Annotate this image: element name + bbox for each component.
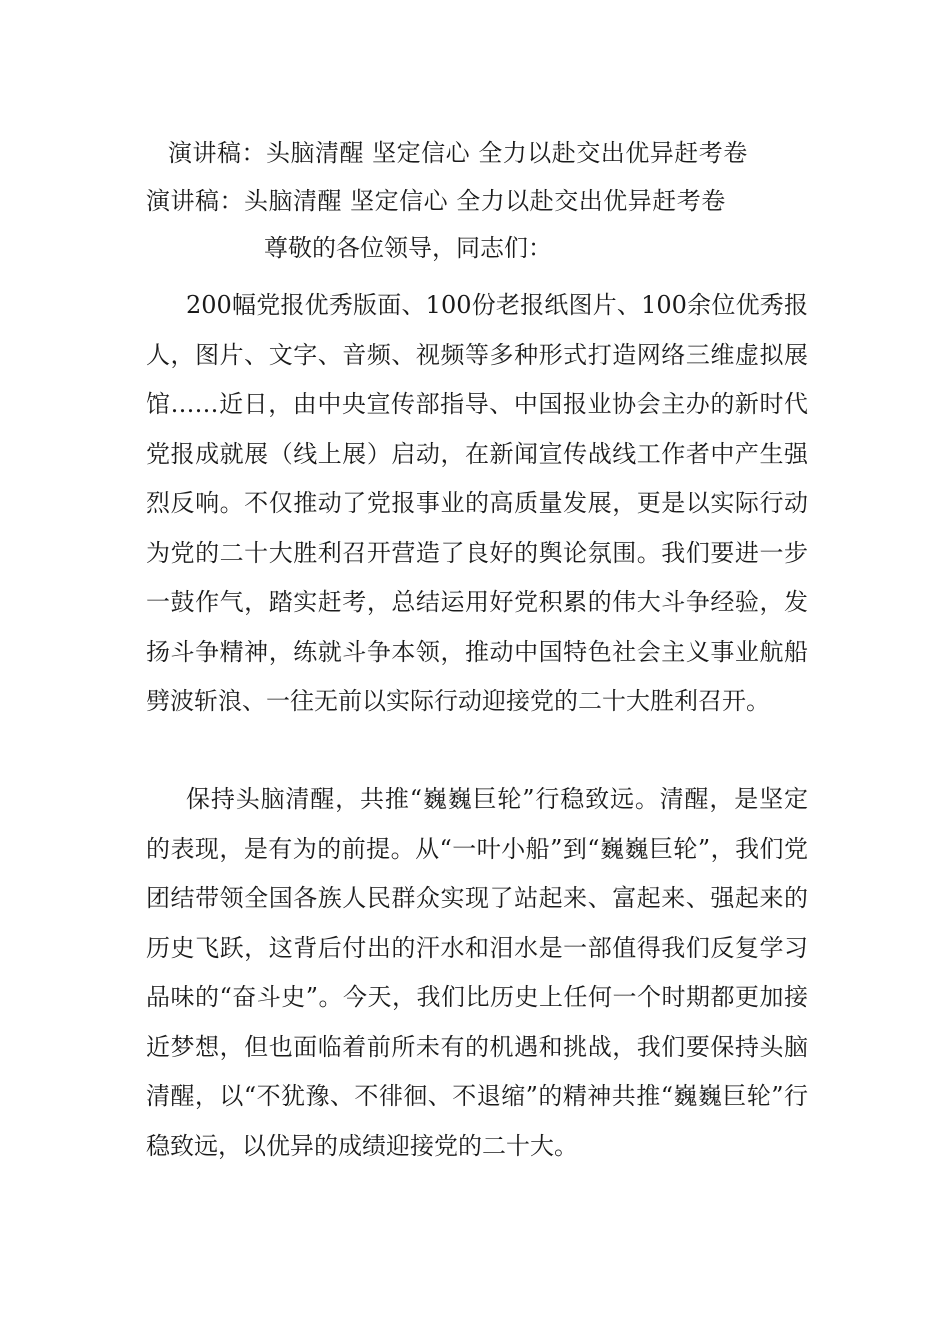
document-title: 演讲稿：头脑清醒 坚定信心 全力以赴交出优异赶考卷 [168,139,748,167]
salutation: 尊敬的各位领导，同志们： [264,234,552,262]
body-paragraph-1: 200幅党报优秀版面、100份老报纸图片、100余位优秀报人，图片、文字、音频、视频等多种形式打造网络三维虚拟展馆……近日，由中央宣传部指导、中国报业协会主办的新时代党报成就展（线上展）启动，在新闻宣传战线工作者中产生强烈反响。不仅推动了党报事业的高质量发展，更是以实际行动为党的二十大胜利召开营造了良好的舆论氛围。我们要进一步一鼓作气，踏实赶考，总结运用好党积累的伟大斗争经验，发扬斗争精神，练就斗争本领，推动中国特色社会主义事业航船劈波斩浪、一往无前以实际行动迎接党的二十大胜利召开。 [146,291,808,715]
body-paragraph-2: 保持头脑清醒，共推“巍巍巨轮”行稳致远。清醒，是坚定的表现，是有为的前提。从“一叶小船”到“巍巍巨轮”，我们党团结带领全国各族人民群众实现了站起来、富起来、强起来的历史飞跃，这背后付出的汗水和泪水是一部值得我们反复学习品味的“奋斗史”。今天，我们比历史上任何一个时期都更加接近梦想，但也面临着前所未有的机遇和挑战，我们要保持头脑清醒，以“不犹豫、不徘徊、不退缩”的精神共推“巍巍巨轮”行稳致远，以优异的成绩迎接党的二十大。 [146,785,808,1160]
document-title-repeat: 演讲稿：头脑清醒 坚定信心 全力以赴交出优异赶考卷 [146,187,726,215]
